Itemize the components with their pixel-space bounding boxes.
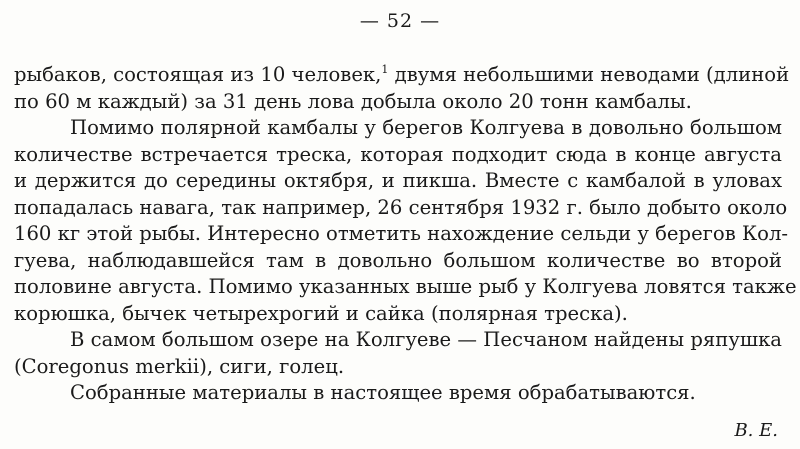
author-signature: В. Е.	[734, 420, 778, 441]
text-fragment: рыбаков, состоящая из 10 человек,	[14, 63, 382, 86]
text-line: попадалась навага, так например, 26 сентября 1932 г. было добыто около	[14, 195, 788, 219]
text-line: В самом большом озере на Колгуеве — Песчаном найдены ряпушка	[70, 328, 782, 351]
text-line: Собранные материалы в настоящее время обрабатываются.	[70, 381, 696, 404]
text-line: 160 кг этой рыбы. Интересно отметить нахождение сельди у берегов Кол-	[14, 222, 789, 245]
body-text	[14, 62, 797, 407]
text-line: количестве встречается треска, которая подходит сюда в конце августа	[14, 142, 782, 166]
text-line: корюшка, бычек четырехрогий и сайка (полярная треска).	[14, 301, 628, 325]
footnote-marker: 1	[381, 63, 389, 76]
page-number-header: — 52 —	[359, 10, 441, 32]
text-line	[14, 62, 790, 89]
text-line: гуева, наблюдавшейся там в довольно большом количестве во второй	[14, 248, 782, 272]
text-line: Помимо полярной камбалы у берегов Колгуева в довольно большом	[70, 116, 782, 139]
text-line: по 60 м каждый) за 31 день лова добыла около 20 тонн камбалы.	[14, 89, 692, 113]
text-line: и держится до середины октября, и пикша. Вместе с камбалой в уловах	[14, 169, 782, 192]
text-fragment: двумя небольшими неводами (длиной	[388, 63, 790, 86]
text-line: (Coregonus merkii), сиги, голец.	[14, 354, 345, 378]
text-line: половине августа. Помимо указанных выше рыб у Колгуева ловятся также	[14, 275, 797, 298]
